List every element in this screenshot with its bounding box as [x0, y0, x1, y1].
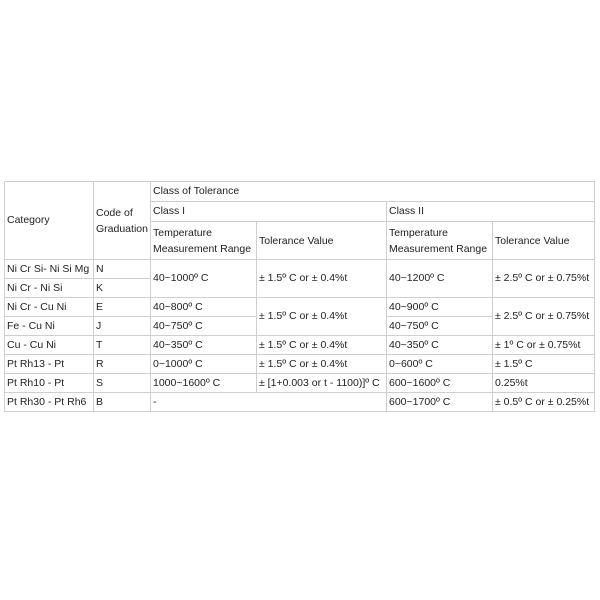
class-i-tolerance-cell: ± 1.5º C or ± 0.4%t [257, 298, 387, 336]
header-category: Category [5, 182, 94, 260]
class-ii-range-cell: 40~750º C [387, 317, 493, 336]
class-i-range-cell: 0~1000º C [151, 355, 257, 374]
header-class-i-temperature-range: Temperature Measurement Range [151, 222, 257, 260]
class-ii-range-cell: 0~600º C [387, 355, 493, 374]
category-cell: Fe - Cu Ni [5, 317, 94, 336]
code-cell: S [94, 374, 151, 393]
category-cell: Pt Rh10 - Pt [5, 374, 94, 393]
class-i-tolerance-cell: ± [1+0.003 or t - 1100)]º C [257, 374, 387, 393]
class-ii-tolerance-cell: ± 2.5º C or ± 0.75%t [493, 260, 595, 298]
class-i-tolerance-cell: ± 1.5º C or ± 0.4%t [257, 336, 387, 355]
category-cell: Pt Rh30 - Pt Rh6 [5, 393, 94, 412]
code-cell: K [94, 279, 151, 298]
class-ii-range-cell: 40~900º C [387, 298, 493, 317]
category-cell: Cu - Cu Ni [5, 336, 94, 355]
class-i-range-cell: 40~750º C [151, 317, 257, 336]
class-i-tolerance-cell: ± 1.5º C or ± 0.4%t [257, 355, 387, 374]
code-cell: T [94, 336, 151, 355]
category-cell: Ni Cr - Cu Ni [5, 298, 94, 317]
code-cell: E [94, 298, 151, 317]
header-class-ii: Class II [387, 202, 595, 222]
class-ii-range-cell: 40~350º C [387, 336, 493, 355]
code-cell: B [94, 393, 151, 412]
header-class-i: Class I [151, 202, 387, 222]
class-ii-tolerance-cell: ± 1º C or ± 0.75%t [493, 336, 595, 355]
thermocouple-tolerance-table [4, 181, 595, 412]
class-ii-tolerance-cell: 0.25%t [493, 374, 595, 393]
category-cell: Ni Cr Si- Ni Si Mg [5, 260, 94, 279]
header-class-of-tolerance: Class of Tolerance [151, 182, 595, 202]
header-class-i-tolerance-value: Tolerance Value [257, 222, 387, 260]
code-cell: J [94, 317, 151, 336]
class-i-range-cell: 1000~1600º C [151, 374, 257, 393]
class-i-range-cell: 40~350º C [151, 336, 257, 355]
code-cell: R [94, 355, 151, 374]
class-i-tolerance-cell: ± 1.5º C or ± 0.4%t [257, 260, 387, 298]
header-code-of-graduation: Code of Graduation [94, 182, 151, 260]
class-ii-tolerance-cell: ± 0.5º C or ± 0.25%t [493, 393, 595, 412]
class-ii-range-cell: 600~1700º C [387, 393, 493, 412]
class-ii-tolerance-cell: ± 1.5º C [493, 355, 595, 374]
header-class-ii-temperature-range: Temperature Measurement Range [387, 222, 493, 260]
class-i-range-cell: - [151, 393, 387, 412]
class-ii-range-cell: 600~1600º C [387, 374, 493, 393]
class-ii-tolerance-cell: ± 2.5º C or ± 0.75%t [493, 298, 595, 336]
category-cell: Ni Cr - Ni Si [5, 279, 94, 298]
class-i-range-cell: 40~800º C [151, 298, 257, 317]
class-i-range-cell: 40~1000º C [151, 260, 257, 298]
class-ii-range-cell: 40~1200º C [387, 260, 493, 298]
category-cell: Pt Rh13 - Pt [5, 355, 94, 374]
header-class-ii-tolerance-value: Tolerance Value [493, 222, 595, 260]
code-cell: N [94, 260, 151, 279]
